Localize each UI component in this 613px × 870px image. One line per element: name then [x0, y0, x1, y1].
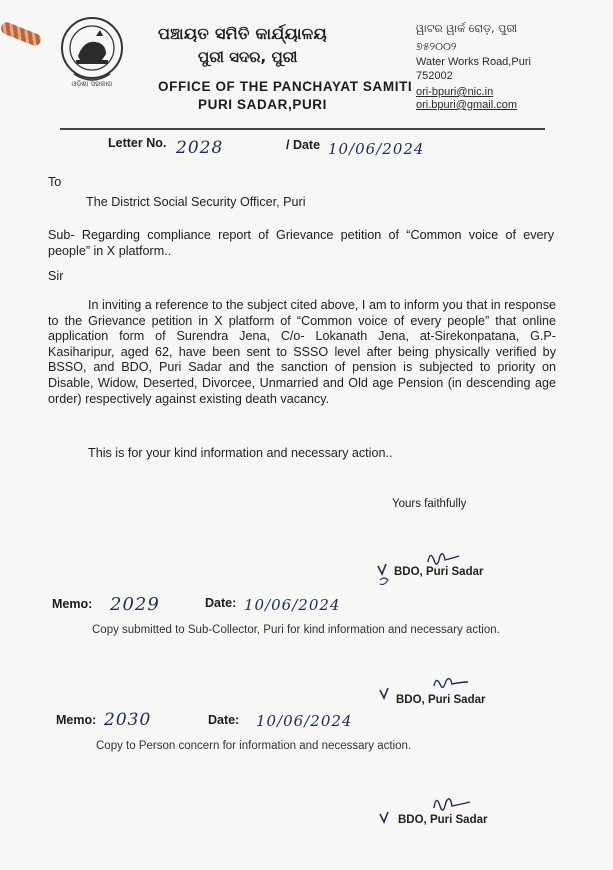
bdo-signatory-3: BDO, Puri Sadar — [398, 814, 488, 826]
office-title-odia: ପଞ୍ଚାୟତ ସମିତି କାର୍ଯ୍ୟାଳୟ — [158, 24, 328, 43]
yours-faithfully: Yours faithfully — [392, 498, 467, 510]
salutation: Sir — [48, 269, 64, 283]
memo1-label: Memo: — [52, 597, 93, 611]
email-link-1[interactable]: ori-bpuri@nic.in — [416, 86, 494, 98]
bdo-signatory-2: BDO, Puri Sadar — [396, 694, 486, 706]
memo2-copy-text: Copy to Person concern for information and necessary action. — [96, 740, 412, 752]
memo1-number: 2029 — [110, 594, 160, 615]
letter-number-label: Letter No. — [108, 136, 167, 150]
to-label: To — [48, 175, 62, 189]
letter-date-label: / Date — [286, 138, 321, 152]
office-title-english: OFFICE OF THE PANCHAYAT SAMITI — [158, 79, 413, 94]
memo2-date-label: Date: — [208, 713, 240, 727]
memo1-date-label: Date: — [205, 596, 237, 610]
address-pin-odia: ୭୫୨୦୦୨ — [416, 40, 457, 53]
svg-text:ଓଡ଼ିଶା ସରକାର: ଓଡ଼ିଶା ସରକାର — [71, 80, 113, 88]
header-divider — [60, 128, 545, 130]
tag-string — [0, 21, 43, 48]
subject-line: Sub- Regarding compliance report of Grievance petition of “Common voice of every people” in X platform.. — [48, 228, 554, 258]
letter-body: In inviting a reference to the subject cited above, I am to inform you that in response to the Grievance petition in X platform of “Common voice of every people” that online application form of Surendra Jena, C/o- Lokanath Jena, at-Sirekonpatana, G.P- Kasiharipur, aged 62, have been sent to SSSO level after being physically verified by BSSO, and BDO, Puri Sadar and the sanction of pension is subjected to priority on Disable, Widow, Deserted, Divorcee, Unmarried and Old age Pension (in descending age order) respectively against existing death vacancy. — [48, 298, 556, 406]
closing-line: This is for your kind information and necessary action.. — [88, 446, 393, 460]
recipient: The District Social Security Officer, Puri — [86, 195, 306, 209]
memo2-label: Memo: — [56, 713, 97, 727]
letter-number-value: 2028 — [176, 138, 224, 158]
address-pin: 752002 — [416, 70, 453, 82]
letter-date-value: 10/06/2024 — [328, 140, 425, 158]
bdo-signature-3-icon — [374, 788, 494, 834]
memo2-date-value: 10/06/2024 — [256, 712, 353, 730]
bdo-signatory-1: BDO, Puri Sadar — [394, 566, 484, 578]
office-subtitle-english: PURI SADAR,PURI — [198, 97, 328, 112]
address-line: Water Works Road,Puri — [416, 56, 531, 68]
odisha-emblem-icon — [56, 14, 128, 90]
email-link-2[interactable]: ori.bpuri@gmail.com — [416, 99, 518, 111]
memo2-number: 2030 — [104, 710, 152, 730]
memo1-copy-text: Copy submitted to Sub-Collector, Puri for kind information and necessary action. — [92, 624, 500, 636]
office-subtitle-odia: ପୁରୀ ସଦର, ପୁରୀ — [198, 48, 298, 66]
memo1-date-value: 10/06/2024 — [244, 596, 341, 614]
address-odia: ୱାଟର ୱାର୍କ ରୋଡ଼, ପୁରୀ — [416, 22, 518, 35]
